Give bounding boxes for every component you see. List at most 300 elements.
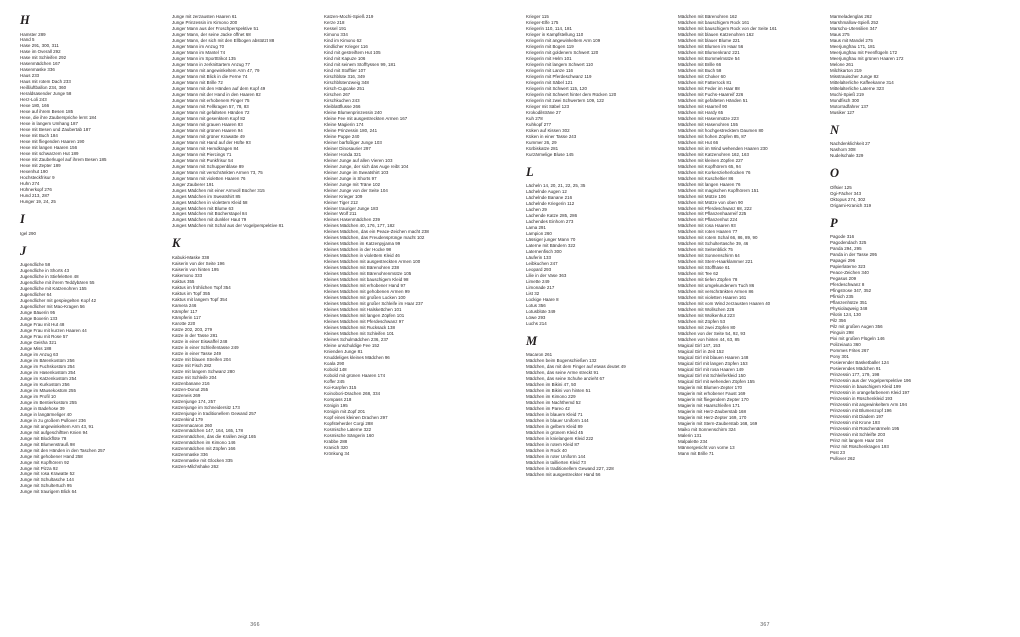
index-entry: Prinzessin mit Rüschenärmeln 195 (830, 425, 900, 431)
index-entry: Junge mit Blumenstrauß 98 (20, 441, 75, 447)
index-entry: Kind mit gestreiftem Hut 105 (324, 49, 381, 55)
index-entry: Kleiner Junge von der Seite 104 (324, 187, 388, 193)
index-entry: Mädchen mit Kopfhörern 65, 94 (678, 163, 741, 169)
index-entry: Milchkarton 219 (830, 67, 862, 73)
index-entry: Katzenjunge im Schneidersitz 173 (172, 404, 240, 410)
index-entry: Kleines Mädchen, das ein Peace-Zeichen macht 238 (324, 229, 429, 235)
entry-list (20, 262, 164, 495)
index-entry: Küken in einer Tasse 243 (526, 133, 577, 139)
index-entry: Mädchen mit Fatterrock 81 (678, 79, 732, 85)
index-entry: Olfsier 125 (830, 184, 852, 190)
entry-list (830, 234, 974, 461)
index-entry: Magierin mit Herz-Zepter 169, 170 (678, 414, 747, 420)
index-entry: Lilie in der Vase 363 (526, 272, 567, 278)
index-entry: Kämpfer 117 (172, 308, 198, 314)
index-entry: Mädchen mit blauer Blume 221 (678, 37, 741, 43)
index-entry: Junger Mann im Mantel 74 (172, 49, 226, 55)
index-entry: Kriegerin mit Bogen 119 (526, 43, 574, 49)
index-entry: Polizeiauto 360 (830, 341, 861, 347)
index-entry: Kindlicher Krieger 116 (324, 43, 368, 49)
index-entry: Katzenbanane 216 (172, 380, 210, 386)
index-entry: Katze mit Schleife 204 (172, 374, 217, 380)
index-entry: Hase im Overall 292 (20, 49, 61, 55)
index-entry: Prinzessin mit Schleifte 203 (830, 431, 886, 437)
index-entry: Hexe mit fliegenden Haaren 190 (20, 139, 85, 145)
index-entry: Mädchen mit Blumen im Haar 56 (678, 43, 744, 49)
index-entry: Junger Mann, der seine Jacke öffnet 68 (172, 31, 251, 37)
index-entry: Pilotin 124, 130 (830, 311, 861, 317)
index-entry: Mädchen mit langen Haaren 76 (678, 181, 741, 187)
index-entry: Kirschblütenzweig 348 (324, 79, 369, 85)
index-entry: Junge mit den Händen in den Taschen 257 (20, 447, 106, 453)
index-entry: Krieger in Kampfstellung 110 (526, 31, 584, 37)
index-entry: Junger Mann mit erhobenem Finger 75 (172, 97, 250, 103)
index-entry: Kleines Mädchen mit Pferdeschwanz 97 (324, 319, 404, 325)
index-entry: Mädchen mit Hut 66 (678, 139, 719, 145)
index-entry: Posierender Basketballer 124 (830, 359, 889, 365)
index-entry: Malpalette 234 (678, 438, 708, 444)
index-entry: Karotte 220 (172, 320, 196, 326)
index-entry: Mittelalterliche Kaffeekanne 314 (830, 79, 894, 85)
entry-list (526, 14, 670, 158)
column-group-right (526, 14, 1000, 592)
index-entry: Katzen-Milchshake 262 (172, 464, 219, 470)
index-entry: Haus mit rotem Dach 233 (20, 79, 71, 85)
index-entry: Mädchen mit Mütze von oben 90 (678, 199, 744, 205)
index-entry: Kämpferin 117 (172, 314, 201, 320)
index-entry: Junges Mädchen mit einer Armvoll Bücher 315 (172, 187, 265, 193)
index-entry: Junge mit Pizza 92 (20, 465, 58, 471)
index-entry: Mädchen mit im Wind wehenden Haaren 230 (678, 145, 768, 151)
index-entry: Mädchen mit Buch 58 (678, 67, 722, 73)
index-entry: Lachen 29 (526, 207, 547, 213)
index-entry: Psst 23 (830, 449, 845, 455)
index-entry: Mädchen mit vom Wind zerzausten Haaren 40 (678, 301, 771, 307)
index-entry: Läuferin 133 (526, 254, 551, 260)
index-entry: Hand 5 (20, 37, 35, 43)
index-entry: Jugendliche in Stiefeletten 48 (20, 274, 79, 279)
index-entry: Kleines Hasenmädchen 239 (324, 217, 381, 223)
index-entry: Junger Mann mit angewinkeltem Arm 47, 79 (172, 67, 260, 73)
index-entry: Heraldsasender Junge 58 (20, 91, 72, 97)
section-letter: M (526, 333, 538, 348)
index-entry: Mädchen mit Hasenohren 155 (678, 121, 739, 127)
index-entry: Kleiner Junge, der sich das Auge reibt 104 (324, 163, 409, 169)
entry-list (830, 141, 974, 159)
index-entry: Königin mit Zopf 201 (324, 408, 366, 414)
index-entry: Junge Frau mit kurzen Haaren 44 (20, 327, 87, 333)
index-entry: Mädchen mit gefalteten Händen 51 (678, 97, 748, 103)
index-entry: Mädchen mit ausgestreckter Hand 56 (526, 471, 601, 477)
index-entry: Junger Mann mit Hand auf der Hüfte 93 (172, 139, 251, 145)
index-entry: Pommes Frites 267 (830, 347, 869, 353)
index-entry: Junge mit aufgeschiftten Knien 94 (20, 429, 88, 435)
index-entry: Junger Mann mit der Hand in den Haaren 82 (172, 91, 261, 97)
index-entry: Junge mit traurigem Blick 64 (20, 489, 77, 495)
index-entry: Kaktus im Topf 355 (172, 290, 211, 296)
index-entry: Katzen-Donut 255 (172, 386, 209, 392)
index-entry: Macaron 261 (526, 352, 553, 358)
index-entry: Mädchen in grünem Kleid 45 (526, 430, 584, 436)
index-entry: Mädchen, das mit dem Finger auf etwas deutet 49 (526, 364, 626, 370)
index-entry: Mädchen mit magischen Kopfhörern 151 (678, 187, 759, 193)
index-page-right (510, 0, 1020, 637)
index-entry: Katze mit langem Schwanz 280 (172, 368, 235, 374)
index-entry: Posierendes Mädchen 91 (830, 365, 881, 371)
index-entry: Kimono 334 (324, 31, 348, 37)
index-entry: Magierin mit Herz-Zauberstab 168 (678, 408, 747, 414)
index-entry: Junger Zauberer 191 (172, 181, 214, 187)
index-entry: Hexe mit langen Haaren 156 (20, 145, 78, 151)
index-entry: Motorradfahrer 137 (830, 103, 869, 109)
index-entry: Junge im Kurkostüm 256 (20, 381, 70, 387)
index-entry: Lampion 260 (526, 231, 552, 236)
index-entry: Jugendlicher mit Mao-Kragen 56 (20, 303, 85, 309)
index-entry: Kriegerin mit Schwert 115, 120 (526, 85, 588, 91)
index-entry: Huhn 274 (20, 181, 40, 187)
index-entry: Junge mit Kopfhörern 92 (20, 459, 70, 465)
index-entry: Junges Mädchen mit Bücherstapel 84 (172, 211, 248, 217)
index-entry: Heißluftballon 234, 360 (20, 85, 67, 91)
index-entry: Katze in einer Eiswaffel 248 (172, 338, 228, 344)
index-column (324, 14, 476, 592)
index-entry: Prinz mit Rüschenkragen 193 (830, 443, 889, 449)
index-entry: Meerjungfrau mit Feenflügeln 172 (830, 49, 898, 55)
index-entry: Kind im Kimono 62 (324, 37, 362, 43)
index-entry: Ogi-Fächer 343 (830, 190, 862, 196)
index-entry: Katzenmaske 336 (172, 452, 208, 458)
index-entry: Hase 291, 300, 311 (20, 43, 59, 49)
index-entry: Kleine Blumenprinzessin 240 (324, 109, 382, 115)
index-entry: Junge im Katzenkostüm 254 (20, 375, 77, 381)
index-entry: Marmeladenglas 262 (830, 14, 872, 19)
index-entry: Kerze 218 (324, 19, 345, 25)
index-entry: Jugendliche mit Katzenohren 155 (20, 285, 87, 291)
index-entry: Königin 195 (324, 402, 348, 408)
index-entry: Kirschkuchen 243 (324, 97, 360, 103)
index-entry: Kleines Mädchen mit gehobenen Armen 99 (324, 289, 410, 295)
index-entry: Herz-Loli 243 (20, 97, 47, 103)
index-entry: Kind mit seinem Stofftyssen 99, 181 (324, 61, 396, 67)
index-entry: Kleiblattflusse 266 (324, 103, 361, 109)
index-entry: Junger Mann mit grünen Haaren 94 (172, 127, 243, 133)
index-entry: Kleiner Dinosaurier 297 (324, 145, 371, 151)
entry-list (526, 352, 670, 478)
index-entry: Magical Girl in Zeit 152 (678, 349, 724, 355)
index-entry: Kakemono 333 (172, 272, 203, 278)
index-entry: Mädchen mit Wollschen 226 (678, 307, 735, 313)
index-entry: Pinguin 298 (830, 329, 854, 335)
index-column (526, 14, 678, 592)
index-entry: Krabbe 288 (324, 438, 348, 444)
index-entry: Magical Girl mit blauen Haaren 148 (678, 355, 749, 361)
index-entry: Kleiner barfüßiger Junge 103 (324, 139, 382, 145)
index-entry: Junge Bäuerin 95 (20, 309, 56, 315)
index-entry: Junges Mädchen mit Schal aus der Vogelperspektive 81 (172, 223, 284, 229)
index-entry: Mädchen im Pareo 42 (526, 406, 570, 412)
index-entry: Kleiner Junge mit Träne 102 (324, 181, 381, 187)
index-entry: Mädchen mit umgekundenem Tuch 86 (678, 283, 755, 289)
index-entry: Kriegerin mit Schwert hinter dem Rücken 120 (526, 91, 617, 97)
index-entry: Mädchen mit Schultertasche 39, 46 (678, 241, 749, 247)
index-entry: Hexe mit schwarzem Hut 189 (20, 151, 79, 157)
index-entry: Katze in einer Schleifentasse 249 (172, 344, 239, 350)
index-entry: Junge mit Blockflöte 78 (20, 435, 67, 441)
index-entry: Maus 275 (830, 31, 850, 37)
index-entry: Hochsteckfrisur 9 (20, 175, 55, 181)
index-entry: Junger Mann mit den Händen auf dem Kopf 49 (172, 85, 266, 91)
index-entry: Kaktus mit langem Topf 354 (172, 296, 228, 302)
index-entry: Mädchen in gelbem Kleid 89 (526, 424, 583, 430)
index-entry: Kuh 278 (526, 115, 543, 121)
section-letter: L (526, 164, 534, 179)
index-entry: Magical Girl mit rosa Haaren 149 (678, 367, 744, 373)
page-number: 367 (760, 622, 770, 628)
section-letter: J (20, 243, 27, 258)
index-entry: Kleiner Honda 321 (324, 151, 362, 157)
section-letter: P (830, 215, 838, 230)
index-entry: Hexe mit Zepter 189 (20, 163, 61, 169)
index-entry: Nashorn 308 (830, 147, 856, 153)
index-entry: Junge im Mäusekostüm 255 (20, 387, 77, 393)
index-entry: Kleines Mädchen mit erhobener Hand 97 (324, 283, 406, 289)
index-entry: Magical Girl mit langen Zöpfen 153 (678, 361, 748, 367)
index-entry: Katze mit Fisch 282 (172, 362, 212, 368)
index-entry: Krieger-Elfe 175 (526, 19, 559, 25)
index-entry: Junger Mann aus der Froschperspektive 51 (172, 25, 259, 31)
index-entry: Kleine Fee mit ausgestreckten Armen 167 (324, 115, 408, 121)
index-entry: Hexe mit Besen und Zaubertab 187 (20, 127, 91, 133)
index-entry: Junger Mann mit grauen Haaren 83 (172, 121, 243, 127)
index-entry: Magierin mit Stern-Zauberstab 168, 169 (678, 420, 758, 426)
index-entry: Mädchen in taillierten Kleid 73 (526, 459, 586, 465)
index-entry: Pferdeschwanz 8 (830, 282, 865, 287)
index-entry: Haus 233 (20, 73, 40, 79)
entry-list (172, 14, 316, 229)
index-entry: Junger Mann mit grüner Krawatte 49 (172, 133, 245, 139)
index-entry: Mädchen, das seine Arme streckt 91 (526, 370, 599, 376)
index-entry: Hexe, die ihre Zauberspriche lernt 184 (20, 115, 97, 121)
index-entry: Laterne mit Bändern 322 (526, 242, 576, 248)
index-entry: Mädchen mit Wolkenhut 223 (678, 313, 735, 319)
index-entry: Lama 291 (526, 225, 546, 231)
index-entry: Koinobori-Drachen 268, 334 (324, 391, 381, 397)
index-entry: Katzenjunge 174, 257 (172, 398, 216, 404)
index-entry: Mädchen in rotem Kleid 87 (526, 442, 580, 448)
index-entry: Kleiner Krieger 109 (324, 193, 363, 199)
index-entry: Prinzessin in orangefarbenem Kleid 197 (830, 389, 910, 395)
index-entry: Kleiner Junge in Shorts 97 (324, 175, 377, 181)
index-entry: Junger Mann mit violetten Haaren 76 (172, 175, 246, 181)
index-entry: Junger Mann mit Piercings 71 (172, 151, 232, 157)
index-entry: Mädchen in knielangem Kleid 222 (526, 436, 594, 442)
index-entry: Origami-Kranich 319 (830, 202, 872, 208)
index-entry: Koala 290 (324, 361, 345, 367)
index-entry: Koffer 245 (324, 379, 345, 385)
index-entry: Junger Mann mit Punkfrisur 54 (172, 157, 234, 163)
index-entry: Mädchen mit Pflanzenhaarreif 225 (678, 211, 747, 217)
section-letter: I (20, 212, 25, 227)
index-entry: Mädchen beim Bogenschießen 132 (526, 358, 597, 364)
index-entry: Kriegerin mit angewinkeltem Arm 109 (526, 37, 601, 43)
index-entry: Mädchen mit roten Haaren 77 (678, 229, 738, 235)
index-entry: Prinzessin in bauschigem Kleid 199 (830, 383, 901, 389)
index-entry: Pflanzenhütze 351 (830, 299, 868, 305)
index-entry: Kaiserin von hinten 195 (172, 266, 219, 272)
index-entry: Prinzessin 177, 179, 198 (830, 371, 880, 377)
index-entry: Hase mit Schleifen 292 (20, 55, 67, 61)
index-entry: Lächelnde Banane 216 (526, 195, 573, 201)
index-entry: Lockige Haare 8 (526, 296, 559, 302)
index-entry: Kleines Mädchen mit ausgestreckten Armen 100 (324, 259, 421, 265)
index-entry: Mädchen im Bikini von hinten 51 (526, 388, 591, 394)
index-entry: Magical Girl mit wehenden Zöpfen 155 (678, 379, 755, 385)
index-entry: Mädchen mit rosa Haaren 93 (678, 223, 736, 229)
index-entry: Mädchen mit bauschigem Rock von der Seite 161 (678, 25, 777, 31)
index-entry: Mädchen mit Zöpfen 53 (678, 319, 726, 325)
index-entry: Mädchen mit bauschigem Rock 161 (678, 19, 750, 25)
index-entry: Kleines Mädchen in der Hocke 98 (324, 247, 392, 253)
index-entry: Magierin mit Blumen-Zepter 170 (678, 385, 743, 391)
index-entry: Pixi mit großen Flügeln 146 (830, 335, 885, 341)
section-letter: H (20, 13, 30, 27)
index-entry: Kuhkopf 277 (526, 121, 552, 127)
index-entry: Junge Geisha 321 (20, 339, 57, 345)
index-entry: Katzenmädchen, das die Krallen zeigt 165 (172, 434, 257, 440)
index-entry: Pegasus 209 (830, 276, 857, 282)
entry-list (526, 183, 670, 327)
index-entry: Kleines Mädchen mit Bärenohrenmütze 105 (324, 271, 412, 277)
index-entry: Kriegerin mit goldenem Schwert 120 (526, 49, 599, 55)
index-entry: Kriegerin mit Säbel 121 (526, 79, 573, 85)
index-entry: Hasenmädchen 167 (20, 61, 61, 67)
index-entry: Kriegerin mit Pferdeschwanz 119 (526, 73, 592, 79)
index-entry: Kosmische Laterne 322 (324, 426, 372, 432)
index-entry: Meerjungfrau mit grünen Haaren 172 (830, 55, 904, 61)
index-entry: Mädchen mit verschränkten Armen 86 (678, 289, 754, 295)
index-entry: Maus mit Mandel 275 (830, 37, 873, 43)
page-number: 366 (250, 622, 260, 628)
index-entry: Katzeneis 269 (172, 392, 201, 398)
index-entry: Magical Girl 147, 153 (678, 343, 721, 349)
entry-list (830, 185, 974, 209)
index-entry: Katze mit blauen Streifen 204 (172, 356, 231, 362)
index-entry: Kleiner Junge im Sweatshirt 103 (324, 169, 389, 175)
index-entry: Mädchen im Kimono 229 (526, 394, 576, 400)
index-entry: Lotus 356 (526, 302, 546, 308)
index-entry: Junger Mann, der sich mit den Ellbogen abstützt 88 (172, 37, 275, 43)
index-entry: Mädchen mit rotem Schal 66, 86, 89, 90 (678, 235, 758, 241)
entry-list (324, 14, 468, 457)
index-entry: Hexe mit Zauberkugel auf ihrem Besen 185 (20, 157, 107, 163)
index-entry: Mädchen mit Bommelmütze 54 (678, 55, 740, 61)
index-entry: Hund 213, 287 (20, 193, 50, 199)
index-entry: Mädchen mit Katzenohren 162, 163 (678, 151, 750, 157)
index-entry: Koi-Karpfen 315 (324, 385, 357, 391)
index-entry: Jugendliche in Shorts 43 (20, 268, 70, 274)
index-entry: Maiko mit Sonnenschirm 324 (678, 426, 736, 432)
index-entry: Mädchen mit kleinen Zöpfen 227 (678, 157, 744, 163)
index-entry: Katzenjunge in traditionellem Gewand 257 (172, 410, 257, 416)
index-entry: Junge im Hasenkostüm 254 (20, 369, 76, 375)
index-entry: Limonade 217 (526, 284, 555, 290)
index-entry: Pilz 356 (830, 317, 846, 323)
index-entry: Junge mit angewinkeltem Arm 43, 91 (20, 423, 94, 429)
index-entry: Prinzessin mit Blumenzopf 196 (830, 407, 892, 413)
index-entry: Pagodendach 325 (830, 240, 867, 246)
index-entry: Junges Mädchen in violettem Kleid 58 (172, 199, 248, 205)
index-entry: Knuddeliges kleines Mädchen 96 (324, 355, 390, 361)
index-entry: Lächelnde Augen 12 (526, 189, 567, 195)
index-entry: Lächeln 14, 20, 21, 22, 25, 35 (526, 183, 586, 189)
index-entry: Mädchen mit Fuchs-Haarreif 226 (678, 91, 744, 97)
index-entry: Katzenmädchen im Kimono 146 (172, 440, 236, 446)
index-entry: Pilz mit großen Augen 356 (830, 323, 883, 329)
index-entry: Kriegerin 110, 114, 181 (526, 25, 572, 31)
index-entry: Kirschblüte 316, 349 (324, 73, 365, 79)
index-entry: Nudelschale 329 (830, 153, 864, 159)
index-entry: Mädchen mit hochgestrecktem Daumen 80 (678, 127, 764, 133)
index-entry: List 32 (526, 290, 540, 296)
section-letter: O (830, 166, 840, 181)
index-entry: Mädchen mit Feder im Haar 88 (678, 85, 740, 91)
index-entry: Hasenmaske 336 (20, 67, 55, 73)
index-entry: Nachdenklichkeit 27 (830, 141, 871, 147)
section-letter: N (830, 122, 840, 137)
index-entry: Katze 202, 203, 279 (172, 326, 213, 332)
index-entry: Katzen-Mochi-Spieß 219 (324, 14, 374, 19)
index-entry: Kleine Magierin 174 (324, 121, 364, 127)
index-entry: Knienden Junge 81 (324, 349, 363, 355)
index-entry: Kleine Prinzessin 180, 241 (324, 127, 378, 133)
index-entry: Hamster 289 (20, 31, 46, 37)
index-entry: Oktopus 274, 302 (830, 196, 866, 202)
index-entry: Kobold mit grünen Haaren 174 (324, 373, 386, 379)
index-entry: Jugendlicher 64 (20, 291, 52, 297)
index-entry: Mädchen mit Seitenblick 75 (678, 247, 733, 253)
index-entry: Krokodilsträne 27 (526, 109, 561, 115)
index-entry: Kind mit Kapuze 106 (324, 55, 366, 61)
index-entry: Junge im Fuchskostüm 254 (20, 363, 75, 369)
index-entry: Mädchen in traditionellem Gewand 227, 228 (526, 465, 614, 471)
index-entry: Junge Boxerin 133 (20, 315, 58, 321)
index-entry: Limette 249 (526, 278, 550, 284)
index-entry: Mädchen mit Korkenzieherlocken 76 (678, 169, 751, 175)
index-entry: Männergesicht von vorne 13 (678, 444, 735, 450)
index-entry: Papierlaterne 323 (830, 264, 866, 270)
index-entry: Kosmische Sängerin 160 (324, 432, 374, 438)
index-entry: Igel 290 (20, 230, 36, 236)
index-entry: Pfingstrose 347, 352 (830, 287, 872, 293)
index-entry: Lächelnde Kriegerin 112 (526, 201, 575, 207)
entry-list (678, 14, 822, 457)
index-entry: Junge mit Schultertuch 95 (20, 483, 72, 489)
index-entry: Mädchen mit Blumenkranz 221 (678, 49, 740, 55)
index-entry: Kleines Mädchen, das Freudensprünge macht 102 (324, 235, 425, 241)
index-entry: Kriegerin mit Lanze 116 (526, 67, 574, 73)
index-entry: Laternenfisch 300 (526, 248, 562, 254)
index-entry: Misstrauischer Junge 82 (830, 73, 879, 79)
index-entry: Kleines Mädchen mit Rucksack 138 (324, 325, 396, 331)
index-entry: Mädchen mit hohen Zöpfen 85, 87 (678, 133, 747, 139)
index-entry: Mädchen in blauer Uniform 144 (526, 418, 589, 424)
index-entry: Kleiner Wolf 211 (324, 211, 357, 217)
column-group-left (20, 14, 492, 592)
index-entry: Kummer 26, 29 (526, 139, 557, 145)
index-entry: Mädchen im Bikini 47, 50 (526, 382, 577, 388)
index-entry: Lotusblüte 349 (526, 308, 556, 314)
index-entry: Kobold 148 (324, 367, 347, 373)
